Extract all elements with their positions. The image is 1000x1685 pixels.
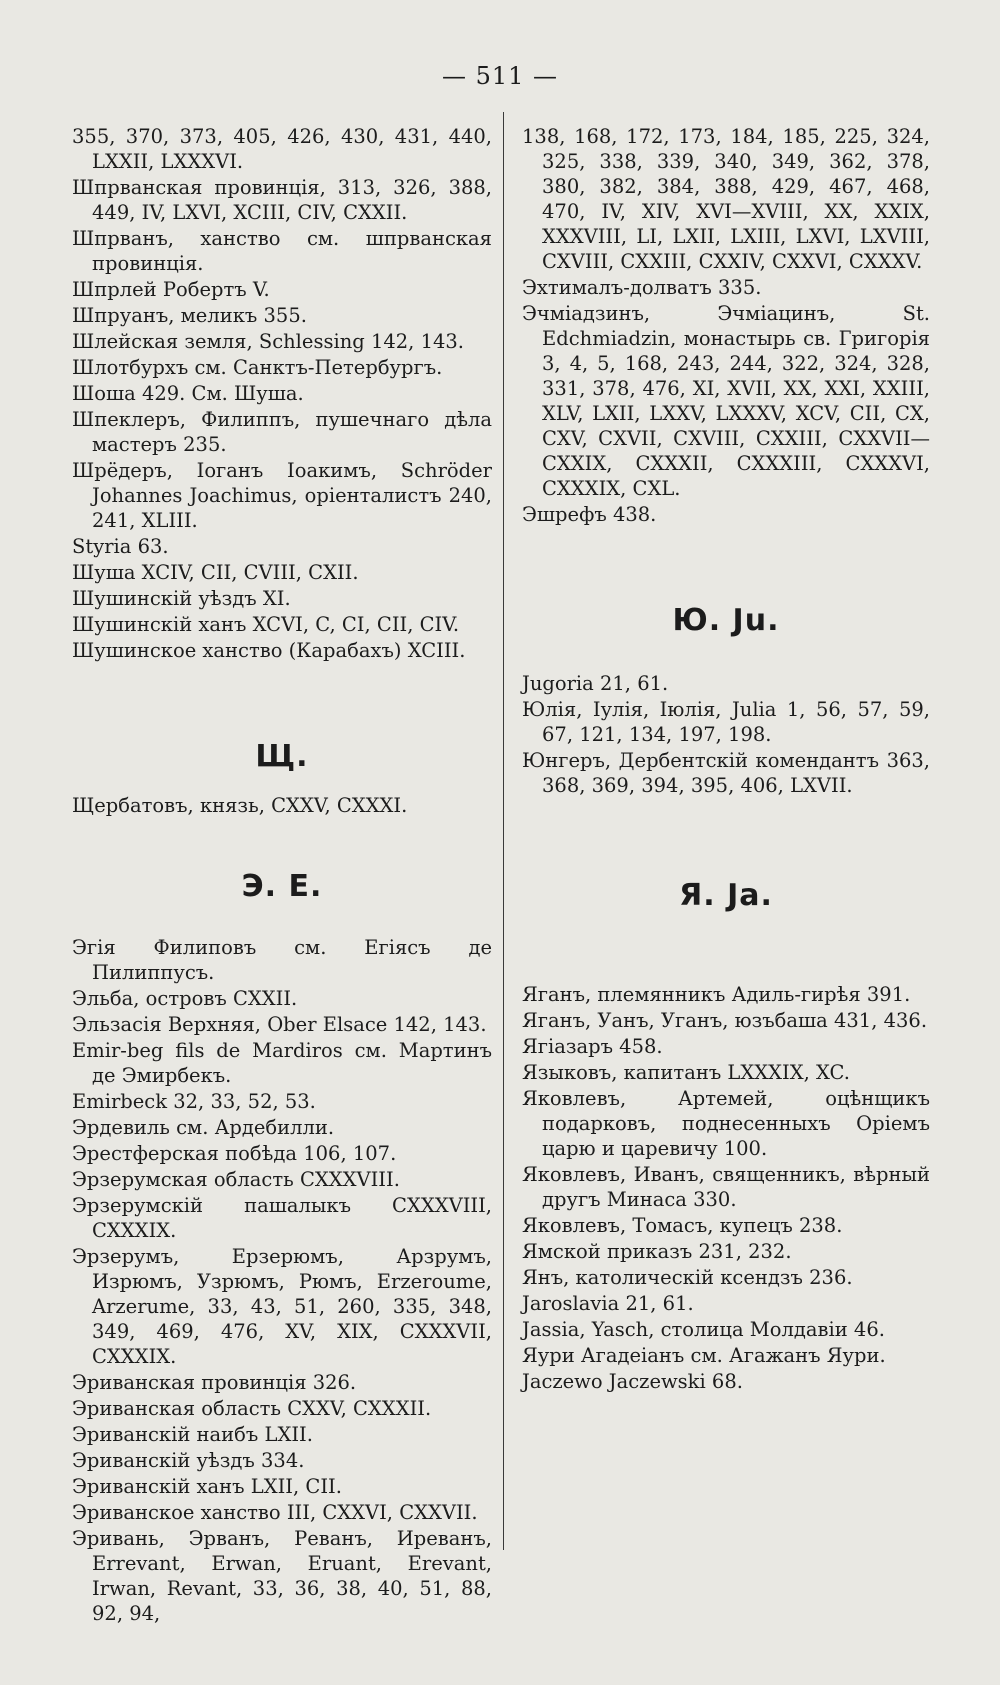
index-entry: Шуша XCIV, CII, CVIII, CXII. bbox=[72, 561, 359, 584]
index-entry: Шлотбурхъ см. Санктъ-Петербургъ. bbox=[72, 356, 443, 379]
index-entry: Эриванскій уѣздъ 334. bbox=[72, 1449, 305, 1472]
index-entry: Яганъ, Уанъ, Уганъ, юзъбаша 431, 436. bbox=[522, 1009, 928, 1032]
section-heading-e: Э. Е. bbox=[241, 869, 323, 904]
index-entry: Ягіазаръ 458. bbox=[522, 1035, 663, 1058]
entries-group-ja bbox=[522, 982, 930, 1394]
right-column bbox=[522, 124, 930, 1395]
index-entry: Щербатовъ, князь, CXXV, CXXXI. bbox=[72, 794, 408, 817]
index-entry: Jassia, Yasch, столица Молдавіи 46. bbox=[522, 1318, 885, 1341]
index-entry: Ямской приказъ 231, 232. bbox=[522, 1240, 792, 1263]
index-entry: Яганъ, племянникъ Адиль-гирѣя 391. bbox=[522, 983, 911, 1006]
index-entry: Юнгеръ, Дербентскій комендантъ 363, 368, 369, 394, 395, 406, LXVII. bbox=[522, 749, 930, 797]
section-heading-ju: Ю. Ju. bbox=[672, 603, 780, 638]
page-number: — 511 — bbox=[441, 62, 559, 90]
index-entry: Emirbeck 32, 33, 52, 53. bbox=[72, 1090, 316, 1113]
index-entry: Jaczewo Jaczewski 68. bbox=[522, 1370, 743, 1393]
index-entry: Шпрванъ, ханство см. шпрванская провинція. bbox=[72, 227, 492, 275]
index-entry: Эчміадзинъ, Эчміацинъ, St. Edchmiadzin, монастырь св. Григорія 3, 4, 5, 168, 243, 244, 322, 324, 328, 331, 378, 476, XI, XVII, XX, XXI, XXIII, XLV, LXII, LXXV, LXXXV, XCV, CII, CX, CXV, CXVII, CXVIII, CXXIII, CXXVII—CXXIX, CXXXII, CXXXIII, CXXXVI, CXXXIX, CXL. bbox=[522, 302, 930, 500]
index-entry: Jaroslavia 21, 61. bbox=[522, 1292, 694, 1315]
entries-group-e-cont bbox=[522, 124, 930, 527]
index-entry: Эшрефъ 438. bbox=[522, 503, 657, 526]
index-entry: Эгія Филиповъ см. Егіясъ де Пилиппусъ. bbox=[72, 936, 492, 984]
index-entry: Эрзерумъ, Ерзерюмъ, Арзрумъ, Изрюмъ, Узрюмъ, Рюмъ, Erzeroume, Arzerume, 33, 43, 51, 260, 335, 348, 349, 469, 476, XV, XIX, CXXXVII, CXXXIX. bbox=[72, 1245, 492, 1368]
left-column bbox=[72, 124, 492, 1627]
index-entry: Эриванскій ханъ LXII, CII. bbox=[72, 1475, 342, 1498]
index-entry: Эрестферская побѣда 106, 107. bbox=[72, 1142, 397, 1165]
index-entry: Эрзерумскій пашалыкъ CXXXVIII, CXXXIX. bbox=[72, 1194, 492, 1242]
index-entry: Шлейская земля, Schlessing 142, 143. bbox=[72, 330, 464, 353]
entries-group-ju bbox=[522, 671, 930, 798]
index-entry: Шушинское ханство (Карабахъ) XCIII. bbox=[72, 639, 466, 662]
index-entry: Яковлевъ, Томасъ, купецъ 238. bbox=[522, 1214, 843, 1237]
index-entry: Шоша 429. См. Шуша. bbox=[72, 382, 304, 405]
section-heading-shch: Щ. bbox=[255, 739, 309, 774]
index-entry: Юлія, Іулія, Іюлія, Julia 1, 56, 57, 59, 67, 121, 134, 197, 198. bbox=[522, 698, 930, 746]
entries-group-sh bbox=[72, 124, 492, 663]
index-entry: Эльзасія Верхняя, Ober Elsace 142, 143. bbox=[72, 1013, 487, 1036]
index-entry: Эриванское ханство III, CXXVI, CXXVII. bbox=[72, 1501, 478, 1524]
index-entry: Эриванская область CXXV, CXXXII. bbox=[72, 1397, 432, 1420]
index-entry: Эриванская провинція 326. bbox=[72, 1371, 357, 1394]
index-entry: Янъ, католическій ксендзъ 236. bbox=[522, 1266, 853, 1289]
index-entry: Эхтималъ-долватъ 335. bbox=[522, 276, 762, 299]
index-entry: Эрзерумская область CXXXVIII. bbox=[72, 1168, 400, 1191]
index-entry: 138, 168, 172, 173, 184, 185, 225, 324, 325, 338, 339, 340, 349, 362, 378, 380, 382, 384, 388, 429, 467, 468, 470, IV, XIV, XVI—XVIII, XX, XXIX, XXXVIII, LI, LXII, LXIII, LXVI, LXVIII, CXVIII, CXXIII, CXXIV, CXXVI, CXXXV. bbox=[522, 125, 930, 273]
index-entry: Шпеклеръ, Филиппъ, пушечнаго дѣла мастеръ 235. bbox=[72, 408, 492, 456]
index-entry: Шпруанъ, меликъ 355. bbox=[72, 304, 307, 327]
index-entry: Styria 63. bbox=[72, 535, 169, 558]
index-entry: Эривань, Эрванъ, Реванъ, Иреванъ, Errevant, Erwan, Eruant, Erevant, Irwan, Revant, 33, 36, 38, 40, 51, 88, 92, 94, bbox=[72, 1527, 492, 1625]
index-entry: Языковъ, капитанъ LXXXIX, XC. bbox=[522, 1061, 850, 1084]
index-entry: Шрёдеръ, Іоганъ Іоакимъ, Schröder Johannes Joachimus, оріенталистъ 240, 241, XLIII. bbox=[72, 459, 492, 532]
index-entry: Шушинскій ханъ XCVI, C, CI, CII, CIV. bbox=[72, 613, 460, 636]
section-heading-ja: Я. Ja. bbox=[679, 878, 773, 913]
index-entry: Шушинскій уѣздъ XI. bbox=[72, 587, 291, 610]
entries-group-shch bbox=[72, 793, 492, 818]
index-entry: Шпрлей Робертъ V. bbox=[72, 278, 270, 301]
index-entry: Яковлевъ, Иванъ, священникъ, вѣрный другъ Минаса 330. bbox=[522, 1163, 930, 1211]
index-entry: Эриванскій наибъ LXII. bbox=[72, 1423, 313, 1446]
index-entry: Яковлевъ, Артемей, оцѣнщикъ подарковъ, поднесенныхъ Оріемъ царю и царевичу 100. bbox=[522, 1087, 930, 1160]
index-entry: Шпрванская провинція, 313, 326, 388, 449, IV, LXVI, XCIII, CIV, CXXII. bbox=[72, 176, 492, 224]
entries-group-e bbox=[72, 935, 492, 1626]
index-entry: Яури Агадеіанъ см. Агажанъ Яури. bbox=[522, 1344, 886, 1367]
column-divider bbox=[503, 112, 504, 1550]
index-entry: Эрдевиль см. Ардебилли. bbox=[72, 1116, 335, 1139]
index-entry: Jugoria 21, 61. bbox=[522, 672, 669, 695]
index-entry: Эльба, островъ CXXII. bbox=[72, 987, 298, 1010]
index-entry: 355, 370, 373, 405, 426, 430, 431, 440, LXXII, LXXXVI. bbox=[72, 125, 492, 173]
index-entry: Emir-beg fils de Mardiros см. Мартинъ де Эмирбекъ. bbox=[72, 1039, 492, 1087]
